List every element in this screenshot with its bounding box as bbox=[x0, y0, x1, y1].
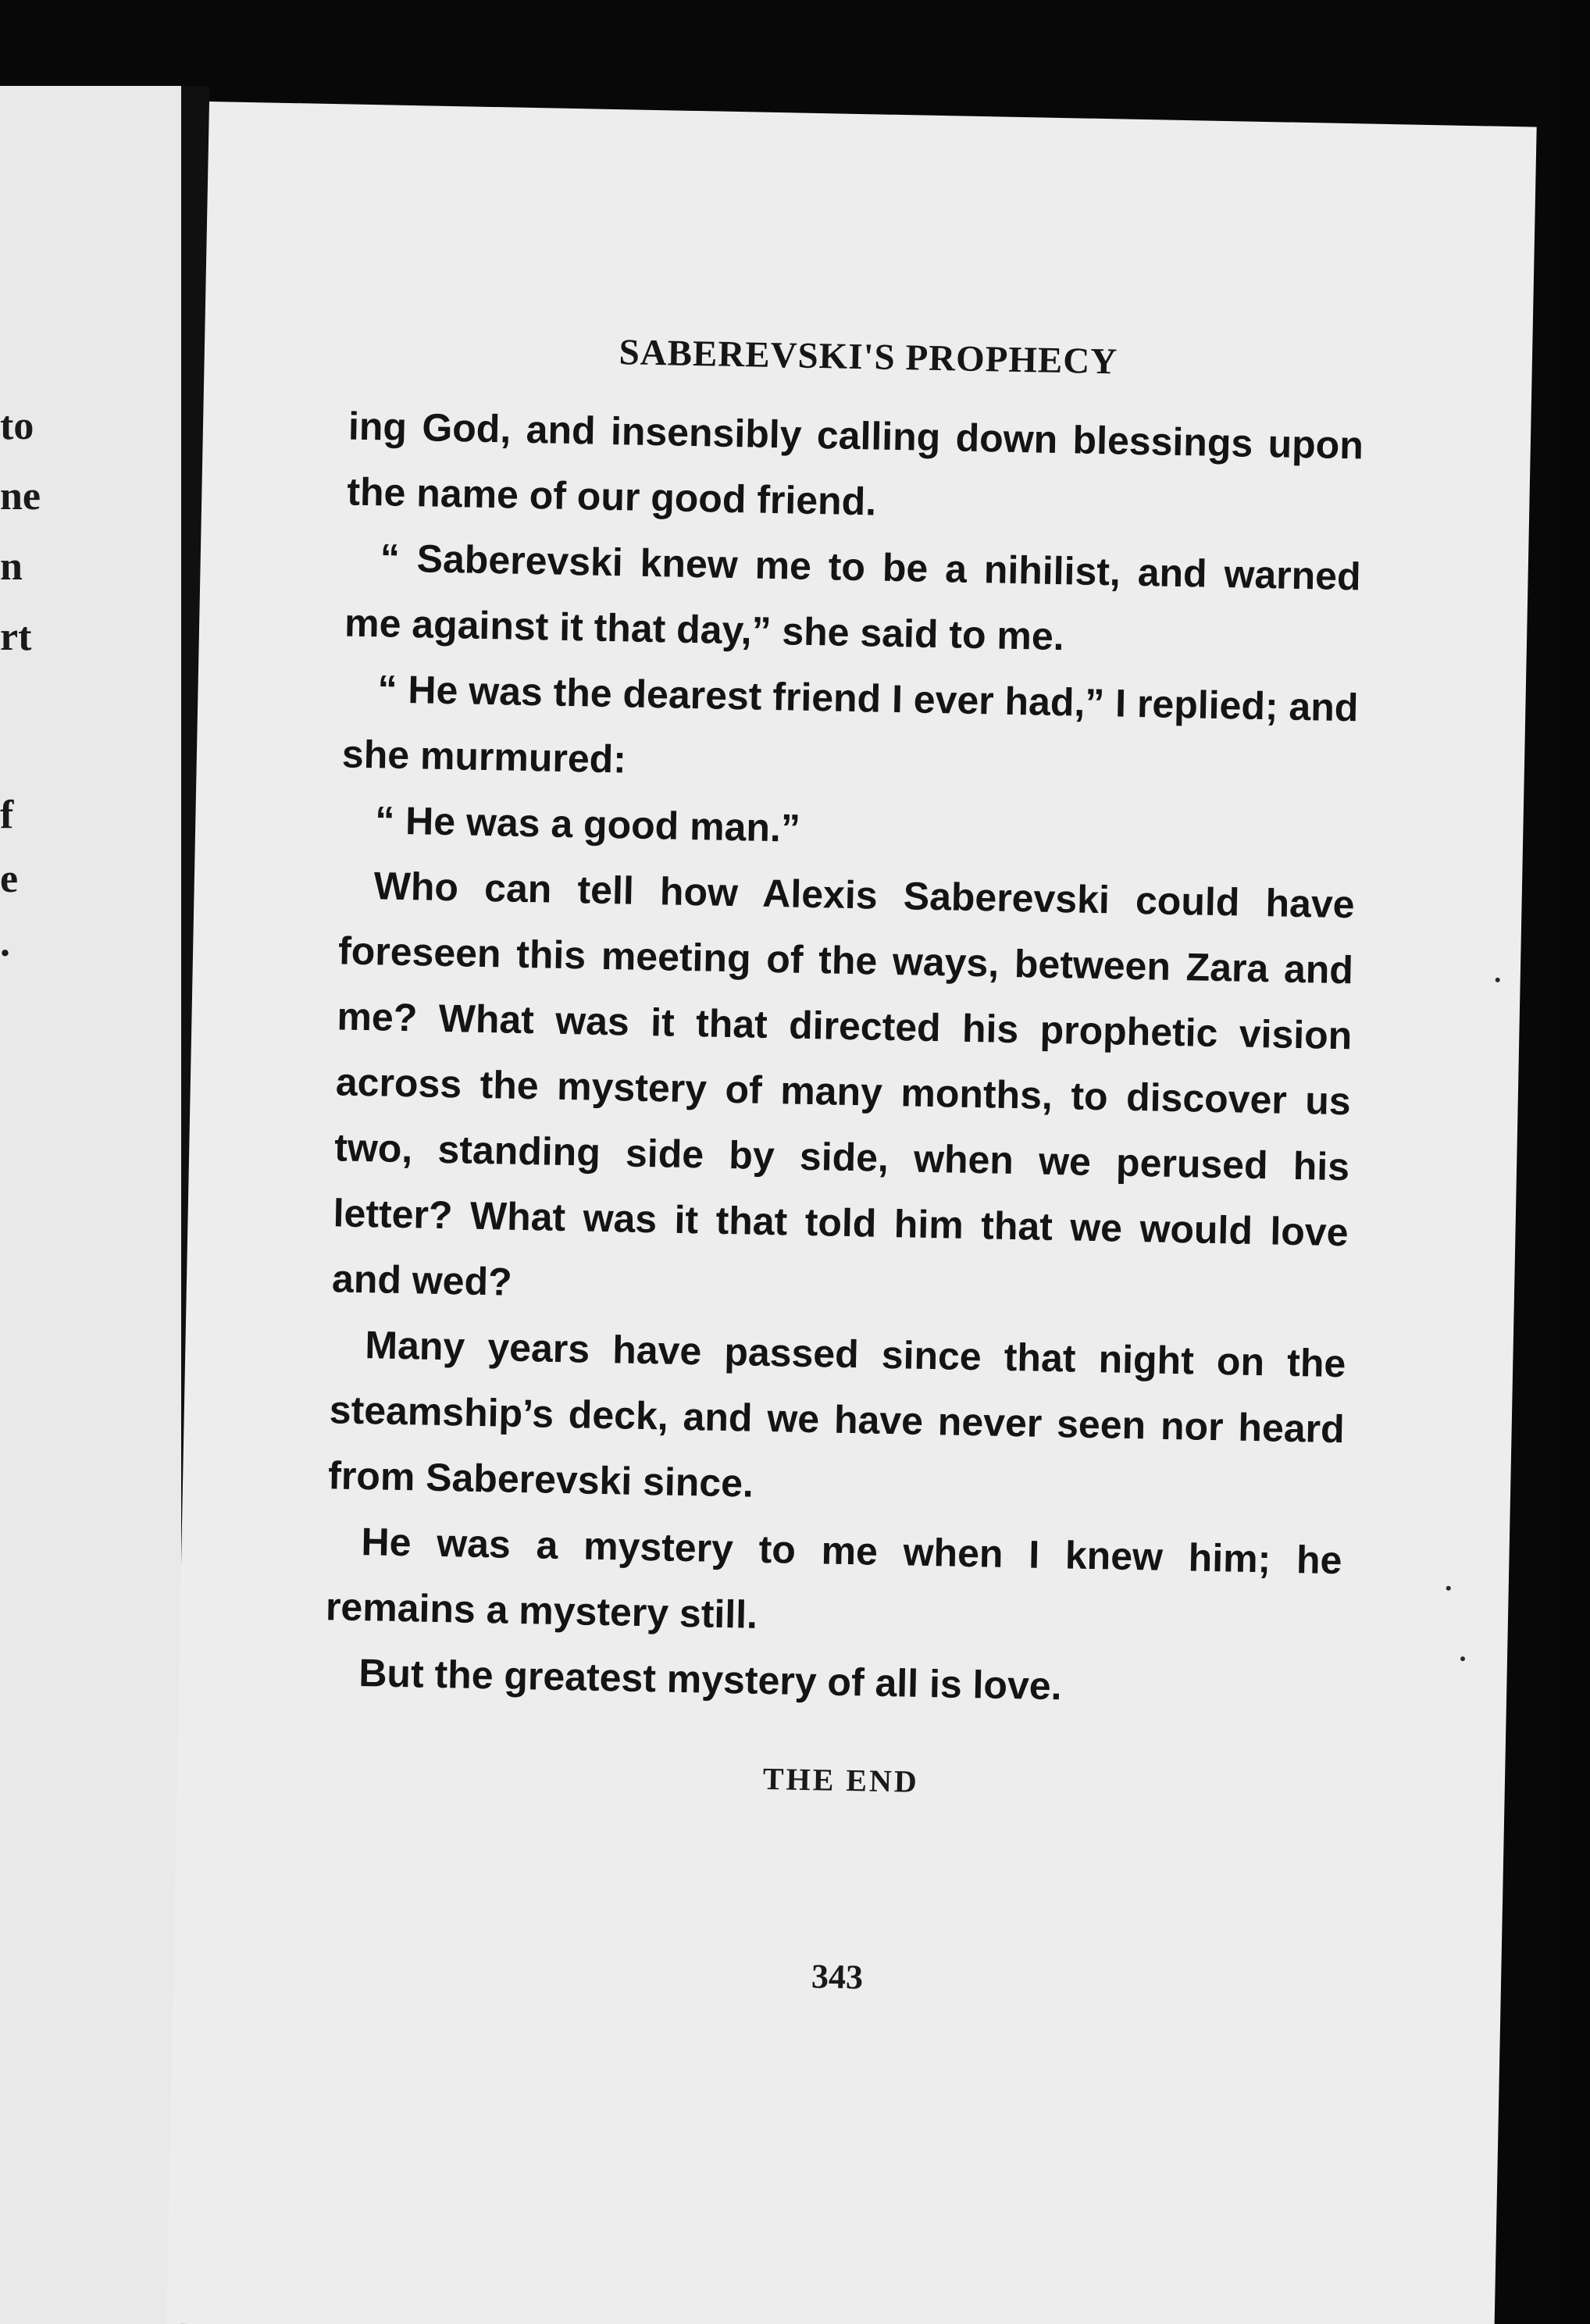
left-page-fragment: ne bbox=[0, 474, 41, 519]
left-facing-page bbox=[0, 86, 181, 2324]
paragraph: Many years have passed since that night on the steamship’s deck, and we have never seen nor heard from Saberevski since. bbox=[327, 1323, 1346, 1506]
book-page bbox=[166, 102, 1536, 2324]
left-page-fragment: f bbox=[0, 793, 14, 837]
left-page-fragment: e bbox=[0, 857, 19, 901]
scan-speck bbox=[1460, 1656, 1465, 1661]
paragraph: “ He was a good man.” bbox=[374, 798, 801, 850]
scan-right-edge bbox=[1559, 0, 1590, 2324]
left-page-fragment: . bbox=[0, 921, 10, 965]
page-number: 343 bbox=[811, 1957, 864, 1997]
page-content bbox=[166, 102, 1536, 2324]
paragraph: But the greatest mystery of all is love. bbox=[358, 1651, 1063, 1709]
scan-speck bbox=[1446, 1586, 1451, 1591]
paragraph: “ Saberevski knew me to be a nihilist, and warned me against it that day,” she said to me. bbox=[344, 536, 1362, 659]
paragraph: “ He was the dearest friend I ever had,” I replied; and she murmured: bbox=[341, 667, 1359, 782]
paragraph: ing God, and insensibly calling down blessings upon the name of our good friend. bbox=[346, 404, 1364, 524]
running-head: SABEREVSKI'S PROPHECY bbox=[619, 332, 1118, 383]
left-page-fragment: rt bbox=[0, 615, 32, 659]
body-text bbox=[324, 394, 1364, 1725]
scan-speck bbox=[1496, 978, 1500, 982]
left-page-fragment: to bbox=[0, 404, 34, 448]
end-mark: THE END bbox=[762, 1761, 920, 1799]
paragraph: He was a mystery to me when I knew him; he remains a mystery still. bbox=[325, 1520, 1342, 1637]
paragraph: Who can tell how Alexis Saberevski could have foreseen this meeting of the ways, between Zara and me? What was it that directed his prophetic vision across the mystery of many months, to discover us two, standing side by side, when we perused his letter? What was it that told him that we would love and wed? bbox=[331, 864, 1356, 1304]
left-page-fragment: n bbox=[0, 544, 23, 589]
